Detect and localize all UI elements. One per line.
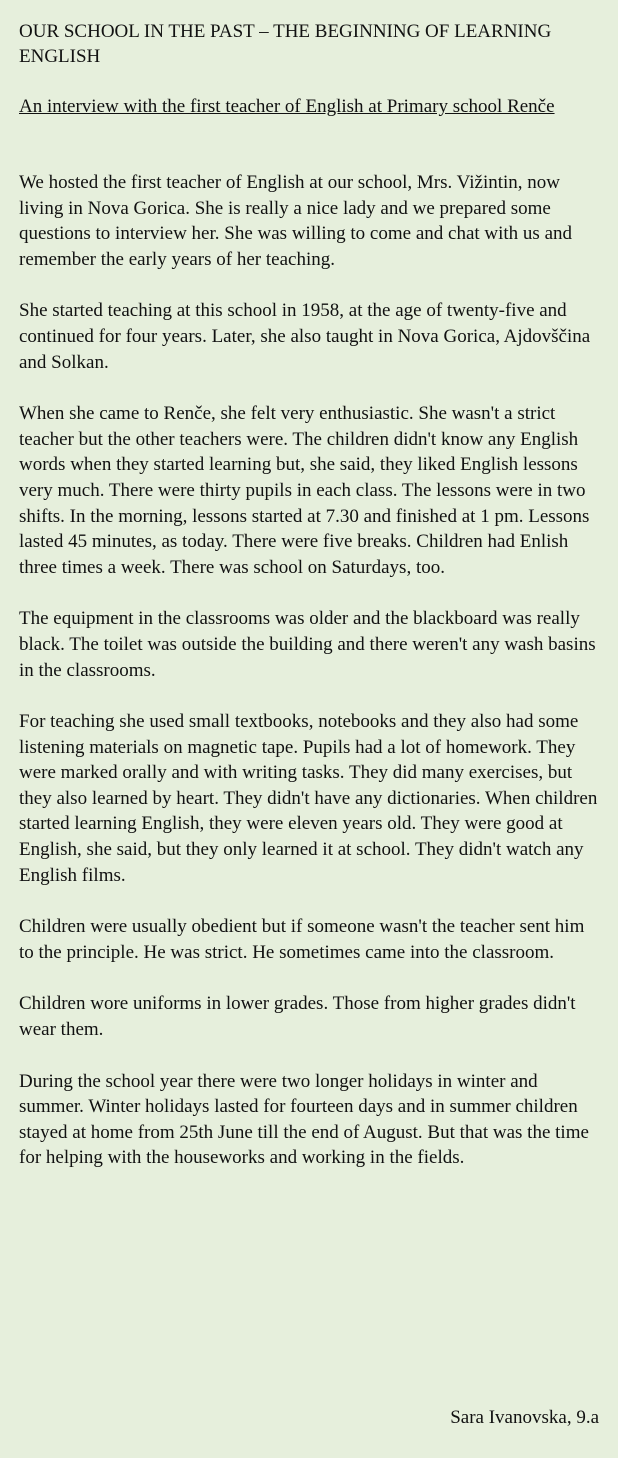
paragraph: We hosted the first teacher of English at our school, Mrs. Vižintin, now living in Nova Gorica. She is really a nice lady and we prepared some questions to interview her. She was willing to come and chat with us and remember the early years of her teaching. <box>19 172 573 270</box>
paragraph: Children were usually obedient but if someone wasn't the teacher sent him to the principle. He was strict. He sometimes came into the classroom. <box>19 916 585 963</box>
paragraph: Children wore uniforms in lower grades. Those from higher grades didn't wear them. <box>19 993 576 1041</box>
paragraph: She started teaching at this school in 1958, at the age of twenty-five and continued for four years. Later, she also taught in Nova Gorica, Ajdovščina and Solkan. <box>19 300 591 373</box>
paragraph: The equipment in the classrooms was older and the blackboard was really black. The toilet was outside the building and there weren't any wash basins in the classrooms. <box>19 608 596 681</box>
paragraph: When she came to Renče, she felt very enthusiastic. She wasn't a strict teacher but the other teachers were. The children didn't know any English words when they started learning but, she said, they liked English lessons very much. There were thirty pupils in each class. The lessons were in two shifts. In the morning, lessons started at 7.30 and finished at 1 pm. Lessons lasted 45 minutes, as today. There were five breaks. Children had Enlish three times a week. There was school on Saturdays, too. <box>19 403 590 578</box>
paragraph: During the school year there were two longer holidays in winter and summer. Winter holidays lasted for fourteen days and in summer children stayed at home from 25th June till the end of August. But that was the time for helping with the houseworks and working in the fields. <box>19 1070 589 1169</box>
article-title: OUR SCHOOL IN THE PAST – THE BEGINNING OF LEARNING ENGLISH <box>19 21 552 67</box>
paragraph: For teaching she used small textbooks, notebooks and they also had some listening materials on magnetic tape. Pupils had a lot of homework. They were marked orally and with writing tasks. They did many exercises, but they also learned by heart. They didn't have any dictionaries. When children started learning English, they were eleven years old. They were good at English, she said, but they only learned it at school. They didn't watch any English films. <box>19 711 598 886</box>
article-body <box>19 170 599 1171</box>
article-subtitle: An interview with the first teacher of English at Primary school Renče <box>19 96 555 117</box>
author-signature: Sara Ivanovska, 9.a <box>450 1407 599 1428</box>
